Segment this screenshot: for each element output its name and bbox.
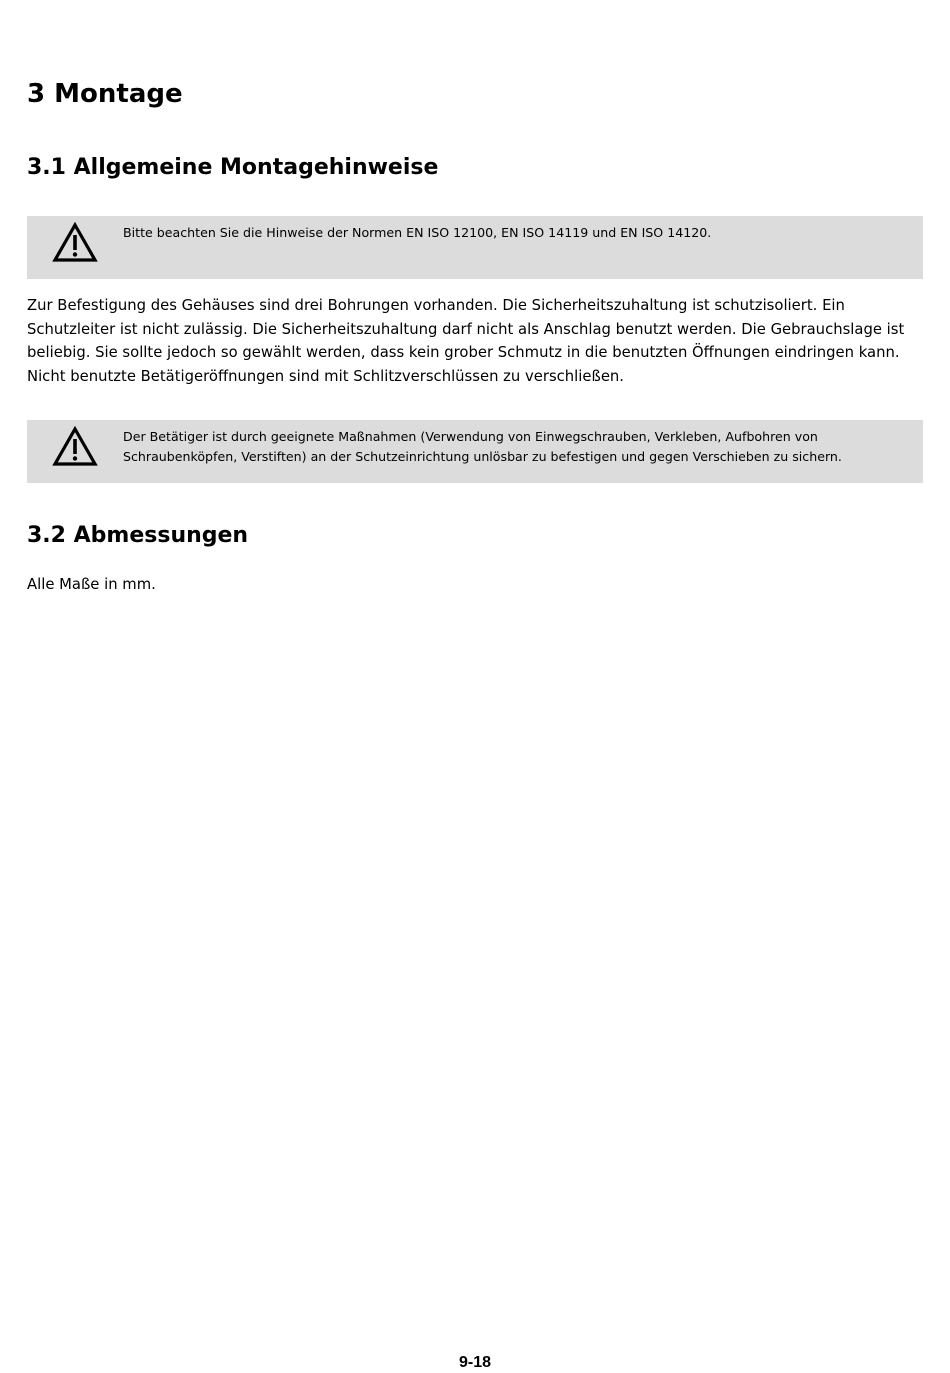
dimensions-paragraph: Alle Maße in mm. [27, 576, 156, 593]
warning-triangle-icon [52, 222, 98, 264]
section-title-dimensions: 3.2 Abmessungen [27, 523, 249, 548]
warning-triangle-icon [52, 426, 98, 468]
warning-notice-standards [27, 216, 923, 279]
chapter-title: 3 Montage [27, 79, 183, 109]
warning-notice-actuator [27, 420, 923, 483]
warning-notice-text: Bitte beachten Sie die Hinweise der Normen EN ISO 12100, EN ISO 14119 und EN ISO 14120. [123, 225, 712, 240]
page-number: 9-18 [458, 1354, 492, 1371]
warning-notice-text: Der Betätiger ist durch geeignete Maßnahmen (Verwendung von Einwegschrauben, Verkleben, Aufbohren von Schraubenköpfen, Verstiften) an der Schutzeinrichtung unlösbar zu befestigen und gegen Verschieben zu sichern. [123, 429, 842, 464]
mounting-paragraph: Zur Befestigung des Gehäuses sind drei Bohrungen vorhanden. Die Sicherheitszuhaltung ist schutzisoliert. Ein Schutzleiter ist nicht zulässig. Die Sicherheitszuhaltung darf nicht als Anschlag benutzt werden. Die Gebrauchslage ist beliebig. Sie sollte jedoch so gewählt werden, dass kein grober Schmutz in die benutzten Öffnungen eindringen kann. Nicht benutzte Betätigeröffnungen sind mit Schlitzverschlüssen zu verschließen. [27, 297, 905, 385]
section-title-general-mounting: 3.1 Allgemeine Montagehinweise [27, 155, 439, 180]
